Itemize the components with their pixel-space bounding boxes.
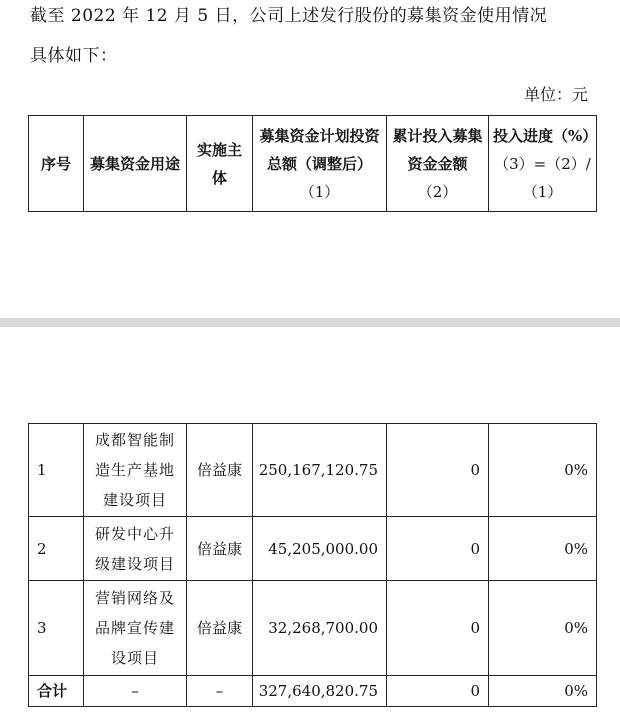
header-entity: 实施主体: [187, 116, 253, 212]
table-row: [29, 581, 597, 676]
table-row: [29, 424, 597, 517]
row-fund-use: 营销网络及品牌宣传建设项目: [84, 581, 187, 676]
row-cumulative-spent: 0: [387, 517, 489, 581]
row-planned-total: 250,167,120.75: [253, 424, 387, 517]
total-planned: 327,640,820.75: [253, 676, 387, 707]
unit-label: 单位：元: [523, 85, 588, 104]
header-planned-total-title: 募集资金计划投资总额（调整后）: [259, 126, 380, 173]
header-planned-total-sub: （1）: [299, 182, 340, 201]
header-progress-sub: （3）=（2）/（1）: [494, 154, 591, 201]
total-fund-use: –: [84, 676, 187, 707]
row-planned-total: 32,268,700.00: [253, 581, 387, 676]
row-entity: 倍益康: [187, 424, 253, 517]
total-progress: 0%: [489, 676, 597, 707]
header-fund-use: 募集资金用途: [84, 116, 187, 212]
header-planned-total: [253, 116, 387, 212]
header-progress-title: 投入进度（%）: [493, 126, 598, 145]
total-entity: –: [187, 676, 253, 707]
row-fund-use: 研发中心升级建设项目: [84, 517, 187, 581]
header-cumulative-spent-title: 累计投入募集资金金额: [392, 126, 483, 173]
header-cumulative-spent-sub: （2）: [417, 182, 458, 201]
row-cumulative-spent: 0: [387, 581, 489, 676]
total-row: [29, 676, 597, 707]
total-label: 合计: [29, 676, 84, 707]
total-spent: 0: [387, 676, 489, 707]
header-index: 序号: [29, 116, 84, 212]
intro-line-2: 具体如下：: [30, 46, 118, 66]
row-planned-total: 45,205,000.00: [253, 517, 387, 581]
header-progress: [489, 116, 597, 212]
fund-usage-table-header: [28, 115, 597, 212]
row-cumulative-spent: 0: [387, 424, 489, 517]
header-row: [29, 116, 597, 212]
row-index: 1: [29, 424, 84, 517]
intro-line-1: 截至 2022 年 12 月 5 日，公司上述发行股份的募集资金使用情况: [30, 6, 548, 26]
fund-usage-table-body: [28, 423, 597, 707]
page-break-divider: [0, 318, 620, 327]
header-cumulative-spent: [387, 116, 489, 212]
row-progress: 0%: [489, 517, 597, 581]
table-row: [29, 517, 597, 581]
row-index: 3: [29, 581, 84, 676]
row-fund-use: 成都智能制造生产基地建设项目: [84, 424, 187, 517]
row-index: 2: [29, 517, 84, 581]
row-progress: 0%: [489, 581, 597, 676]
row-progress: 0%: [489, 424, 597, 517]
row-entity: 倍益康: [187, 517, 253, 581]
row-entity: 倍益康: [187, 581, 253, 676]
